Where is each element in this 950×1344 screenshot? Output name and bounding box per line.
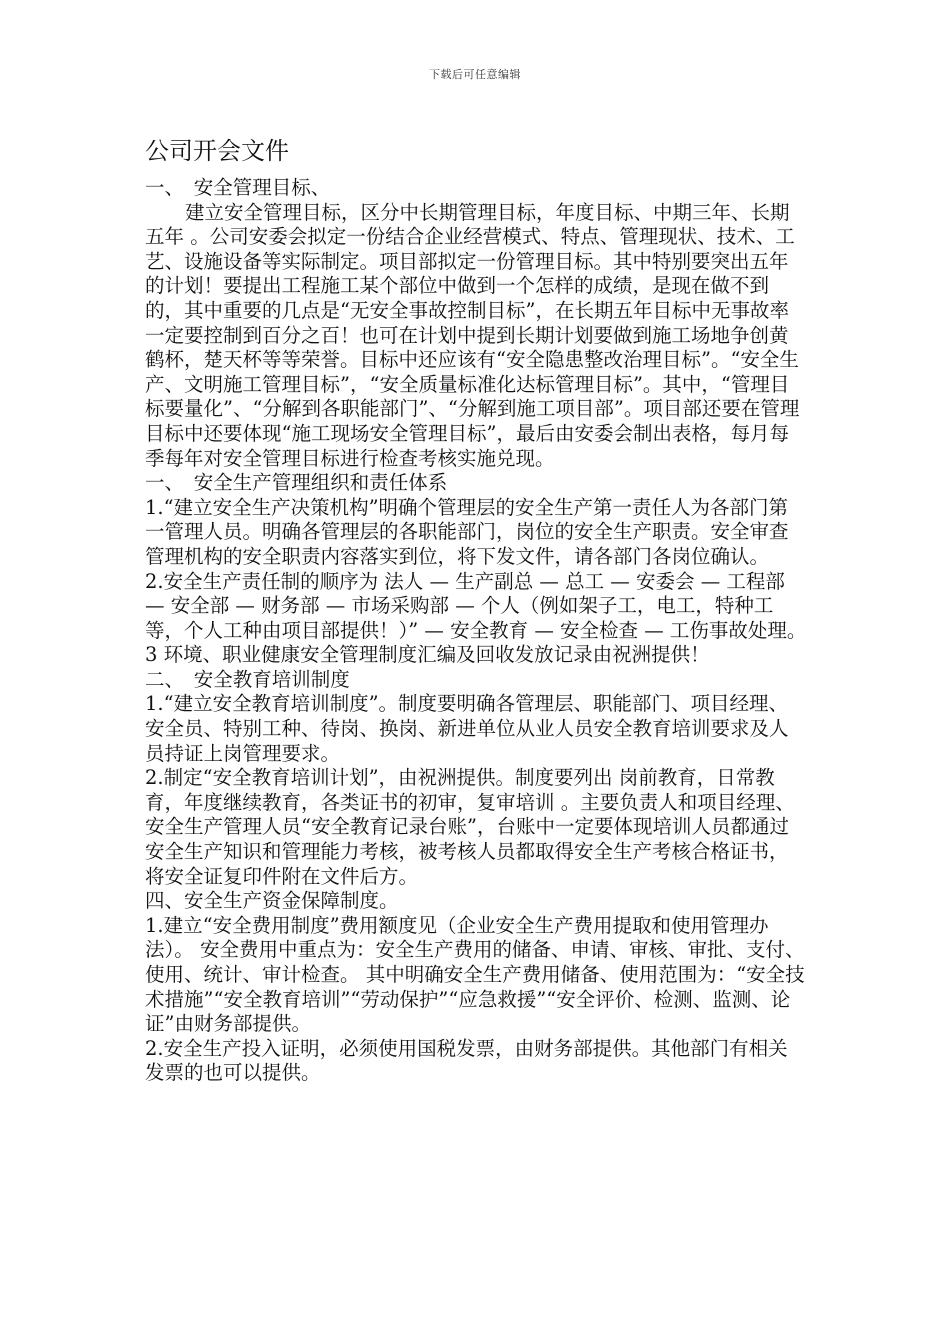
paragraph: 建立安全管理目标，区分中长期管理目标，年度目标、中期三年、长期五年 。公司安委会拟定一份结合企业经营模式、特点、管理现状、技术、工艺、设施设备等实际制定。项目部拟定一份管理目标。其中特别要突出五年的计划！要提出工程施工某个部位中做到一个怎样的成绩，是现在做不到的，其中重要的几点是“无安全事故控制目标”，在长期五年目标中无事故率一定要控制到百分之百！也可在计划中提到长期计划要做到施工场地争创黄鹤杯，楚天杯等等荣誉。目标中还应该有“安全隐患整改治理目标”。“安全生产、文明施工管理目标”，“安全质量标准化达标管理目标”。其中，“管理目标要量化”、“分解到各职能部门”、“分解到施工项目部”。项目部还要在管理目标中还要体现“施工现场安全管理目标”，最后由安委会制出表格，每月每季每年对安全管理目标进行检查考核实施兑现。 (145, 200, 800, 470)
paragraph: 1.“建立安全教育培训制度”。制度要明确各管理层、职能部门、项目经理、安全员、特别工种、待岗、换岗、新进单位从业人员安全教育培训要求及人员持证上岗管理要求。 (145, 692, 789, 765)
section-heading: 一、 安全管理目标、 (145, 176, 331, 199)
document-title: 公司开会文件 (145, 137, 289, 165)
section-heading: 二、 安全教育培训制度 (145, 667, 350, 691)
paragraph: 2.安全生产责任制的顺序为 法人 — 生产副总 — 总工 — 安委会 — 工程部 — 安全部 — 财务部 — 市场采购部 — 个人（例如架子工，电工，特种工等，个人工种由项目部提供！）” — 安全教育 — 安全检查 — 工伤事故处理。 (145, 569, 807, 642)
page-header: 下载后可任意编辑 (429, 68, 521, 81)
document-body (145, 176, 807, 1086)
paragraph: 2.安全生产投入证明，必须使用国税发票，由财务部提供。其他部门有相关发票的也可以提供。 (145, 1036, 788, 1085)
section-heading: 一、 安全生产管理组织和责任体系 (145, 471, 448, 495)
paragraph: 1.建立“安全费用制度”费用额度见（企业安全生产费用提取和使用管理办法）。 安全费用中重点为：安全生产费用的储备、申请、审核、审批、支付、使用、统计、审计检查。 其中明确安全生产费用储备、使用范围为：“安全技术措施”“安全教育培训”“劳动保护”“应急救援”“安全评价、检测、监测、论证”由财务部提供。 (145, 913, 805, 1036)
paragraph: 1.“建立安全生产决策机构”明确个管理层的安全生产第一责任人为各部门第一管理人员。明确各管理层的各职能部门，岗位的安全生产职责。安全审查管理机构的安全职责内容落实到位，将下发文件，请各部门各岗位确认。 (145, 495, 789, 568)
paragraph: 2.制定“安全教育培训计划”，由祝洲提供。制度要列出 岗前教育，日常教育，年度继续教育，各类证书的初审，复审培训 。主要负责人和项目经理、安全生产管理人员“安全教育记录台账”，台账中一定要体现培训人员都通过安全生产知识和管理能力考核，被考核人员都取得安全生产考核合格证书，将安全证复印件附在文件后方。 (145, 766, 795, 888)
paragraph: 3 环境、职业健康安全管理制度汇编及回收发放记录由祝洲提供！ (145, 643, 710, 667)
section-heading: 四、安全生产资金保障制度。 (145, 889, 399, 913)
